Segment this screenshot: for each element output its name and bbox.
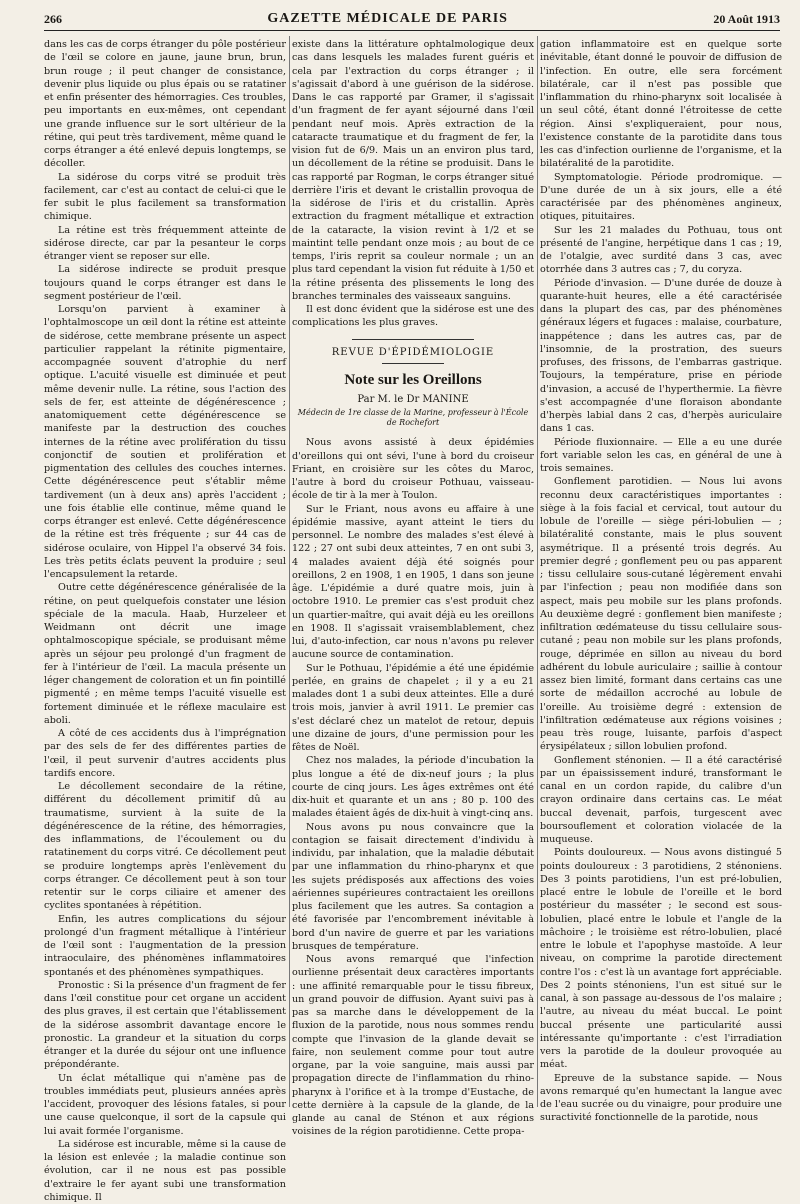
- paragraph: Enfin, les autres complications du séjour prolongé d'un fragment métallique à l'intérieur de l'œil sont : l'augmentation de la pression intraoculaire, des phénomènes inflammatoires spontanés et des phénomènes sympathiques.: [44, 913, 286, 978]
- paragraph: Nous avons remarqué que l'infection ourlienne présentait deux caractères importants : une affinité remarquable pour le tissu fibreux, un grand pouvoir de diffusion. Ayant suivi pas à pas sa marche dans le développement de la fluxion de la parotide, nous nous sommes rendu compte que l'invasion de la glande devait se faire, non seulement comme pour tout autre organe, par la voie sanguine, mais aussi par propagation directe de l'inflammation du rhino-pharynx à l'orifice et à la trompe d'Eustache, de cette dernière à la capsule de la glande, de la glande au canal de Sténon et aux régions voisines de la région parotidienne. Cette propa-: [292, 954, 534, 1138]
- paragraph: Nous avons assisté à deux épidémies d'oreillons qui ont sévi, l'une à bord du croiseur Friant, en croisière sur les côtes du Maroc, l'autre à bord du croiseur Pothuau, vaisseau-école de tir à la mer à Toulon.: [292, 437, 534, 502]
- paragraph: La sidérose est incurable, même si la cause de la lésion est enlevée ; la maladie continue son évolution, car il ne nous est pas possible d'extraire le fer ayant subi une transformation chimique. Il: [44, 1138, 286, 1203]
- paragraph: La rétine est très fréquemment atteinte de sidérose directe, car par la pesanteur le corps étranger vient se reposer sur elle.: [44, 224, 286, 262]
- article-author: Par M. le Dr MANINE: [357, 394, 469, 405]
- column-3: [540, 38, 782, 1124]
- paragraph: Gonflement sténonien. — Il a été caractérisé par un épaississement induré, transformant le canal en un cordon rapide, du calibre d'un crayon ordinaire dans certains cas. Le méat buccal devenait, parfois, turgescent avec boursouflement et coloration violacée de la muqueuse.: [540, 754, 782, 845]
- paragraph: Chez nos malades, la période d'incubation la plus longue a été de dix-neuf jours ; la plus courte de cinq jours. Les âges extrêmes ont été dix-huit et quarante et un ans ; 80 p. 100 des malades étaient âgés de dix-huit à vingt-cinq ans.: [292, 755, 534, 820]
- issue-date: 20 Août 1913: [713, 11, 780, 26]
- column-divider: [289, 36, 290, 1107]
- page-number: 266: [44, 11, 62, 26]
- paragraph: Sur le Friant, nous avons eu affaire à une épidémie massive, ayant atteint le tiers du personnel. Le nombre des malades s'est élevé à 122 ; 27 ont subi deux atteintes, 7 en ont subi 3, 4 malades avaient déjà été soignés pour oreillons, 2 en 1908, 1 en 1905, 1 dans son jeune âge. L'épidémie a duré quatre mois, juin à octobre 1910. Le premier cas s'est produit chez un quartier-maître, qui avait déjà eu les oreillons en 1908. Il s'agissait vraisemblablement, chez lui, d'auto-infection, car nous n'avons pu relever aucune source de contamination.: [292, 503, 534, 661]
- paragraph: Nous avons pu nous convaincre que la contagion se faisait directement d'individu à individu, par inhalation, que la maladie débutait par une inflammation du rhino-pharynx et que les sujets prédisposés aux affections des voies aériennes supérieures contractaient les oreillons plus facilement que les autres. Sa contagion a été favorisée par l'encombrement inévitable à bord d'un navire de guerre et par les variations brusques de température.: [292, 821, 534, 952]
- column-1: [44, 38, 286, 1203]
- paragraph: Période fluxionnaire. — Elle a eu une durée fort variable selon les cas, en général de une à trois semaines.: [540, 436, 782, 474]
- article-title: Note sur les Oreillons: [344, 371, 482, 388]
- page-header: [44, 8, 780, 31]
- paragraph: gation inflammatoire est en quelque sorte inévitable, étant donné le pouvoir de diffusion de l'infection. En outre, elle sera forcément bilatérale, car il n'est pas possible que l'inflammation du rhino-pharynx soit localisée à un seul côté, étant donné l'étroitesse de cette région. Ainsi s'expliqueraient, pour nous, l'existence constante de la parotidite dans tous les cas d'infection ourlienne de l'organisme, et la bilatéralité de la parotidite.: [540, 39, 782, 170]
- paragraph: Points douloureux. — Nous avons distingué 5 points douloureux : 3 parotidiens, 2 sténoniens. Des 3 points parotidiens, l'un est pré-lobulien, placé entre le lobule de l'oreille et le bord postérieur du masséter ; le second est sous-lobulien, placé entre le lobule et l'angle de la mâchoire ; le troisième est rétro-lobulien, placé entre le lobule et l'apophyse mastoïde. A leur niveau, on comprime la parotide directement contre l'os : c'est là un avantage fort appréciable. Des 2 points sténoniens, l'un est situé sur le canal, à son passage au-dessous de l'os malaire ; l'autre, au niveau du méat buccal. Le point buccal présente une particularité aussi intéressante qu'importante : c'est l'irradiation vers la parotide de la douleur provoquée au méat.: [540, 847, 782, 1071]
- paragraph: La sidérose indirecte se produit presque toujours quand le corps étranger est dans le segment postérieur de l'œil.: [44, 264, 286, 302]
- column-divider: [537, 36, 538, 1107]
- paragraph: Période d'invasion. — D'une durée de douze à quarante-huit heures, elle a été caractérisée dans la plupart des cas, par des phénomènes généraux légers et fugaces : malaise, courbature, inappétence ; dans les autres cas, par de l'insomnie, de la prostration, des sueurs profuses, des frissons, de l'embarras gastrique. Toujours, la température, prise en période d'invasion, a accusé de l'hyperthermie. La fièvre s'est accompagnée d'une floraison abondante d'herpès labial dans 2 cas, d'herpès auriculaire dans 1 cas.: [540, 277, 782, 435]
- paragraph: dans les cas de corps étranger du pôle postérieur de l'œil se colore en jaune, jaune brun, brun, brun rouge ; il peut changer de consistance, devenir plus liquide ou plus épais ou se ratatiner et enfin présenter des hémorragies. Ces troubles, peu importants en eux-mêmes, ont cependant une grande influence sur le sort ultérieur de la rétine, qui peut très tardivement, même quand le corps étranger a été enlevé depuis longtemps, se décoller.: [44, 39, 286, 170]
- paragraph: Un éclat métallique qui n'amène pas de troubles immédiats peut, plusieurs années après l'accident, provoquer des lésions fatales, si pour une cause quelconque, il sort de la capsule qui lui avait formée l'organisme.: [44, 1072, 286, 1137]
- paragraph: Outre cette dégénérescence généralisée de la rétine, on peut quelquefois constater une lésion spéciale de la macula. Haab, Hurzeleer et Weidmann ont décrit une image ophtalmoscopique spéciale, se produisant même après un séjour peu prolongé d'un fragment de fer à l'intérieur de l'œil. La macula présente un léger changement de coloration et un fin pointillé pigmenté ; en même temps l'acuité visuelle est fortement diminuée et le réflexe maculaire est aboli.: [44, 582, 286, 726]
- paragraph: Lorsqu'on parvient à examiner à l'ophtalmoscope un œil dont la rétine est atteinte de sidérose, cette membrane présente un aspect particulier rappelant la rétinite pigmentaire, accompagnée souvent d'atrophie du nerf optique. L'acuité visuelle est diminuée et peut même devenir nulle. La rétine, sous l'action des sels de fer, est atteinte de dégénérescence ; anatomiquement cette dégénérescence se manifeste par la destruction des couches internes de la rétine avec prolifération du tissu conjonctif de soutien et prolifération et pigmentation des cellules des couches internes. Cette dégénérescence peut s'établir même tardivement (un à deux ans) après l'accident ; une fois établie elle continue, même quand le corps étranger est enlevé. Cette dégénérescence de la rétine est très fréquente ; sur 44 cas de sidérose oculaire, von Hippel l'a observé 34 fois. Les très petits éclats peuvent la produire ; seul l'encapsulement la retarde.: [44, 304, 286, 580]
- paragraph: Pronostic : Si la présence d'un fragment de fer dans l'œil constitue pour cet organe un accident des plus graves, il est certain que l'établissement de la sidérose assombrit davantage encore le pronostic. La grandeur et la situation du corps étranger et la durée du séjour ont une influence prépondérante.: [44, 979, 286, 1071]
- paragraph: Sur les 21 malades du Pothuau, tous ont présenté de l'angine, herpétique dans 1 cas ; 19, de l'otalgie, avec surdité dans 3 cas, avec otorrhée dans 3 autres cas ; 7, du coryza.: [540, 224, 782, 276]
- paragraph: Le décollement secondaire de la rétine, différent du décollement primitif dû au traumatisme, survient à la suite de la dégénérescence de la rétine, des hémorragies, des inflammations, de l'écoulement ou du ratatinement du corps vitré. Ce décollement peut se produire longtemps après l'enlèvement du corps étranger. Ce décollement peut à son tour retentir sur le corps ciliaire et amener des cyclites spontanées à répétition.: [44, 781, 286, 912]
- column-2: [292, 38, 534, 1138]
- paragraph: existe dans la littérature ophtalmologique deux cas dans lesquels les malades furent guéris et cela par l'extraction du corps étranger ; il s'agissait d'abord à une guérison de la sidérose. Dans le cas rapporté par Gramer, il s'agissait d'un fragment de fer ayant séjourné dans l'œil pendant neuf mois. Après extraction de la cataracte traumatique et du fragment de fer, la vision fut de 6/9. Mais un an environ plus tard, un décollement de la rétine se produisit. Dans le cas rapporté par Rogman, le corps étranger situé derrière l'iris et devant le cristallin provoqua de la sidérose de l'iris et du cristallin. Après extraction du fragment métallique et extraction de la cataracte, la vision revint à 1/2 et se maintint telle pendant onze mois ; au bout de ce temps, l'iris reprit sa couleur normale ; un an plus tard cependant la vision fut réduite à 1/50 et la rétine présenta des plissements le long des branches terminales des vaisseaux sanguins.: [292, 39, 534, 302]
- journal-title: GAZETTE MÉDICALE DE PARIS: [267, 11, 508, 26]
- paragraph: Epreuve de la substance sapide. — Nous avons remarqué qu'en humectant la langue avec de l'eau sucrée ou du vinaigre, pour produire une suractivité fonctionnelle de la parotide, nous: [540, 1072, 782, 1124]
- paragraph: Gonflement parotidien. — Nous lui avons reconnu deux caractéristiques importantes : siège à la fois facial et cervical, tout autour du lobule de l'oreille — siège péri-lobulien — ; bilatéralité constante, mais le plus souvent asymétrique. Il a présenté trois degrés. Au premier degré ; gonflement peu ou pas apparent ; tissu cellulaire sous-cutané légèrement envahi par l'infection ; peau non modifiée dans son aspect, mais peu mobile sur les plans profonds. Au deuxième degré : gonflement bien manifeste ; infiltration œdémateuse du tissu cellulaire sous-cutané ; peau non mobile sur les plans profonds, rouge, déprimée en sillon au niveau du bord adhérent du lobule auriculaire ; saillie à contour assez bien limité, formant dans certains cas une sorte de médaillon accroché au lobule de l'oreille. Au troisième degré : extension de l'infiltration œdémateuse aux régions voisines ; peau très rouge, luisante, parfois d'aspect érysipélateux ; sillon lobulien profond.: [540, 476, 782, 753]
- section-rule: [382, 363, 444, 364]
- paragraph: La sidérose du corps vitré se produit très facilement, car c'est au contact de celui-ci que le fer subit le plus facilement sa transformation chimique.: [44, 171, 286, 223]
- author-affiliation: Médecin de 1re classe de la Marine, professeur à l'École de Rochefort: [297, 408, 529, 428]
- section-heading: REVUE D'ÉPIDÉMIOLOGIE: [331, 346, 495, 358]
- paragraph: Sur le Pothuau, l'épidémie a été une épidémie perlée, en grains de chapelet ; il y a eu 21 malades dont 1 a subi deux atteintes. Elle a duré trois mois, janvier à avril 1911. Le premier cas s'est déclaré chez un matelot de retour, depuis une dizaine de jours, d'une permission pour les fêtes de Noël.: [292, 662, 534, 753]
- paragraph: A côté de ces accidents dus à l'imprégnation par des sels de fer des différentes parties de l'œil, il peut survenir d'autres accidents plus tardifs encore.: [44, 728, 286, 779]
- paragraph: Il est donc évident que la sidérose est une des complications les plus graves.: [292, 304, 534, 329]
- section-rule: [352, 339, 474, 340]
- paragraph: Symptomatologie. Période prodromique. — D'une durée de un à six jours, elle a été caractérisée par des phénomènes angineux, otiques, pituitaires.: [540, 171, 782, 223]
